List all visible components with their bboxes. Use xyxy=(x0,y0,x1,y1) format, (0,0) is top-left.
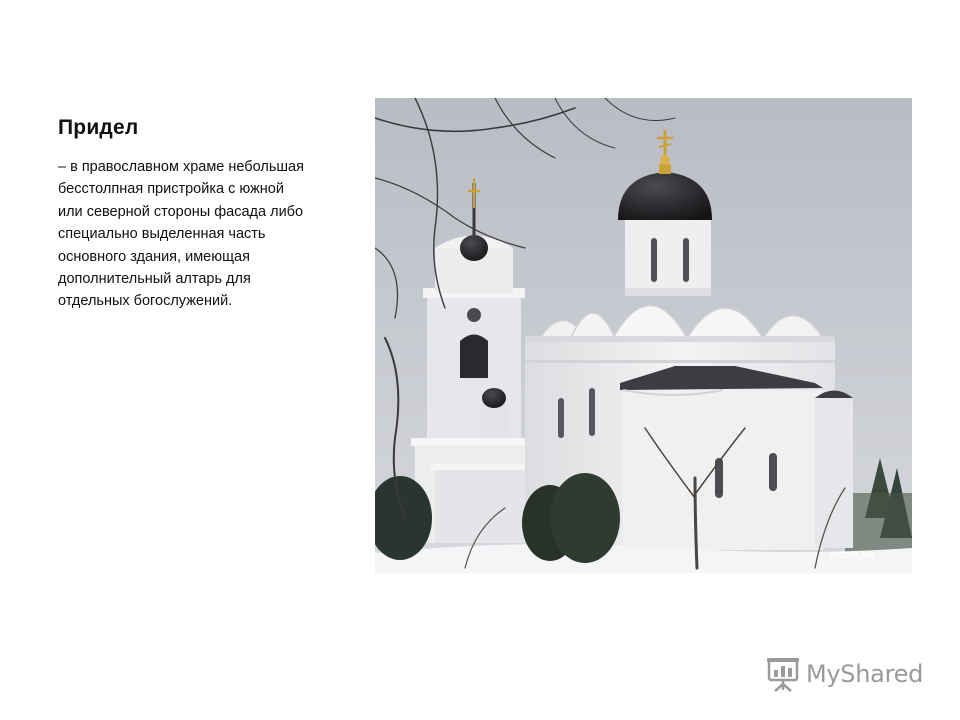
definition-line: основного здания, имеющая xyxy=(58,248,250,265)
church-photo xyxy=(375,98,912,573)
photo-watermark: ortop.su xyxy=(830,549,874,561)
definition-line: или северной стороны фасада либо xyxy=(58,203,304,220)
definition-line: дополнительный алтарь для xyxy=(58,271,251,288)
slide-title: Придел xyxy=(58,116,139,139)
church-illustration xyxy=(375,98,912,573)
presentation-board-icon xyxy=(766,656,800,692)
definition-line: – в православном храме небольшая xyxy=(58,159,304,175)
apse xyxy=(620,366,853,550)
myshared-logo[interactable] xyxy=(766,654,923,694)
definition-text xyxy=(58,156,358,313)
definition-line: бесстолпная пристройка с южной xyxy=(58,181,284,198)
logo-text: MyShared xyxy=(806,660,924,688)
definition-line: отдельных богослужений. xyxy=(58,293,233,310)
definition-line: специально выделенная часть xyxy=(58,226,266,243)
